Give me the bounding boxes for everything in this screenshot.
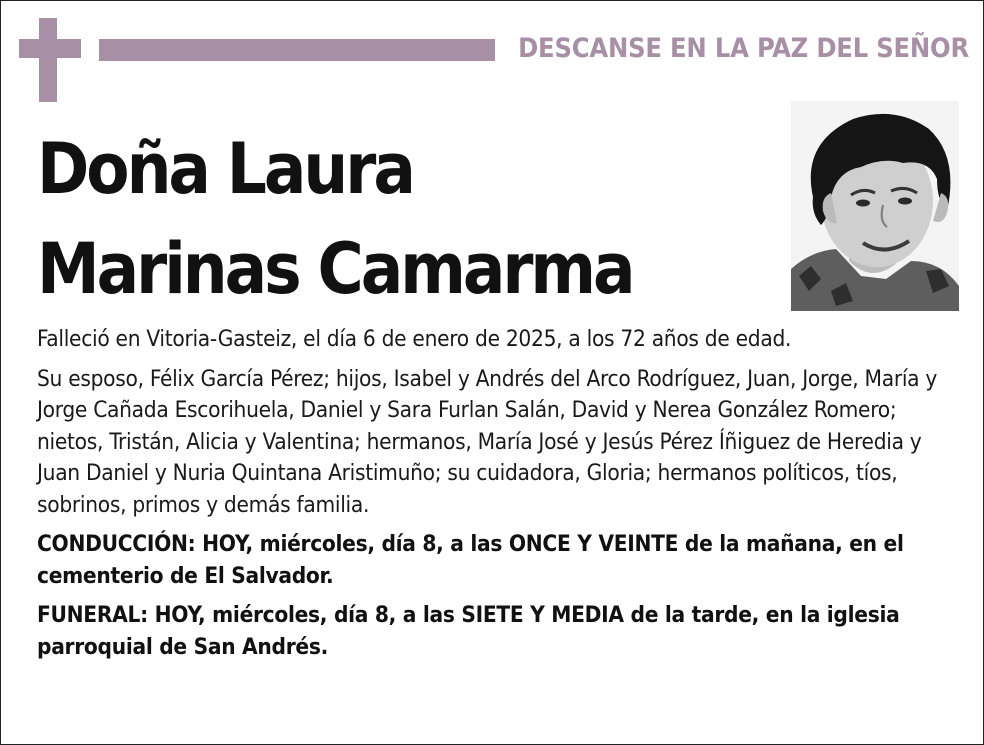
portrait-illustration (791, 101, 959, 311)
cross-icon (39, 18, 57, 102)
obituary-body (37, 324, 967, 663)
portrait-photo (791, 101, 959, 311)
deceased-name-line1: Doña Laura (37, 128, 413, 210)
conduccion-details: CONDUCCIÓN: HOY, miércoles, día 8, a las ONCE Y VEINTE de la mañana, en el cementerio de El Salvador. (37, 531, 904, 589)
deceased-name-line2: Marinas Camarma (37, 228, 633, 310)
family-list: Su esposo, Félix García Pérez; hijos, Isabel y Andrés del Arco Rodríguez, Juan, Jorge, María y Jorge Cañada Escorihuela, Daniel y Sara Furlan Salán, David y Nerea González Romero; nietos, Tristán, Alicia y Valentina; hermanos, María José y Jesús Pérez Íñiguez de Heredia y Juan Daniel y Nuria Quintana Aristimuño; su cuidadora, Gloria; hermanos políticos, tíos, sobrinos, primos y demás familia. (37, 365, 938, 518)
cross-icon-bar (19, 39, 81, 58)
funeral-details: FUNERAL: HOY, miércoles, día 8, a las SIETE Y MEDIA de la tarde, en la iglesia parroquial de San Andrés. (37, 602, 900, 660)
header-rule (99, 39, 495, 61)
death-notice: Falleció en Vitoria-Gasteiz, el día 6 de enero de 2025, a los 72 años de edad. (37, 326, 792, 352)
header-title: DESCANSE EN LA PAZ DEL SEÑOR (518, 33, 969, 64)
